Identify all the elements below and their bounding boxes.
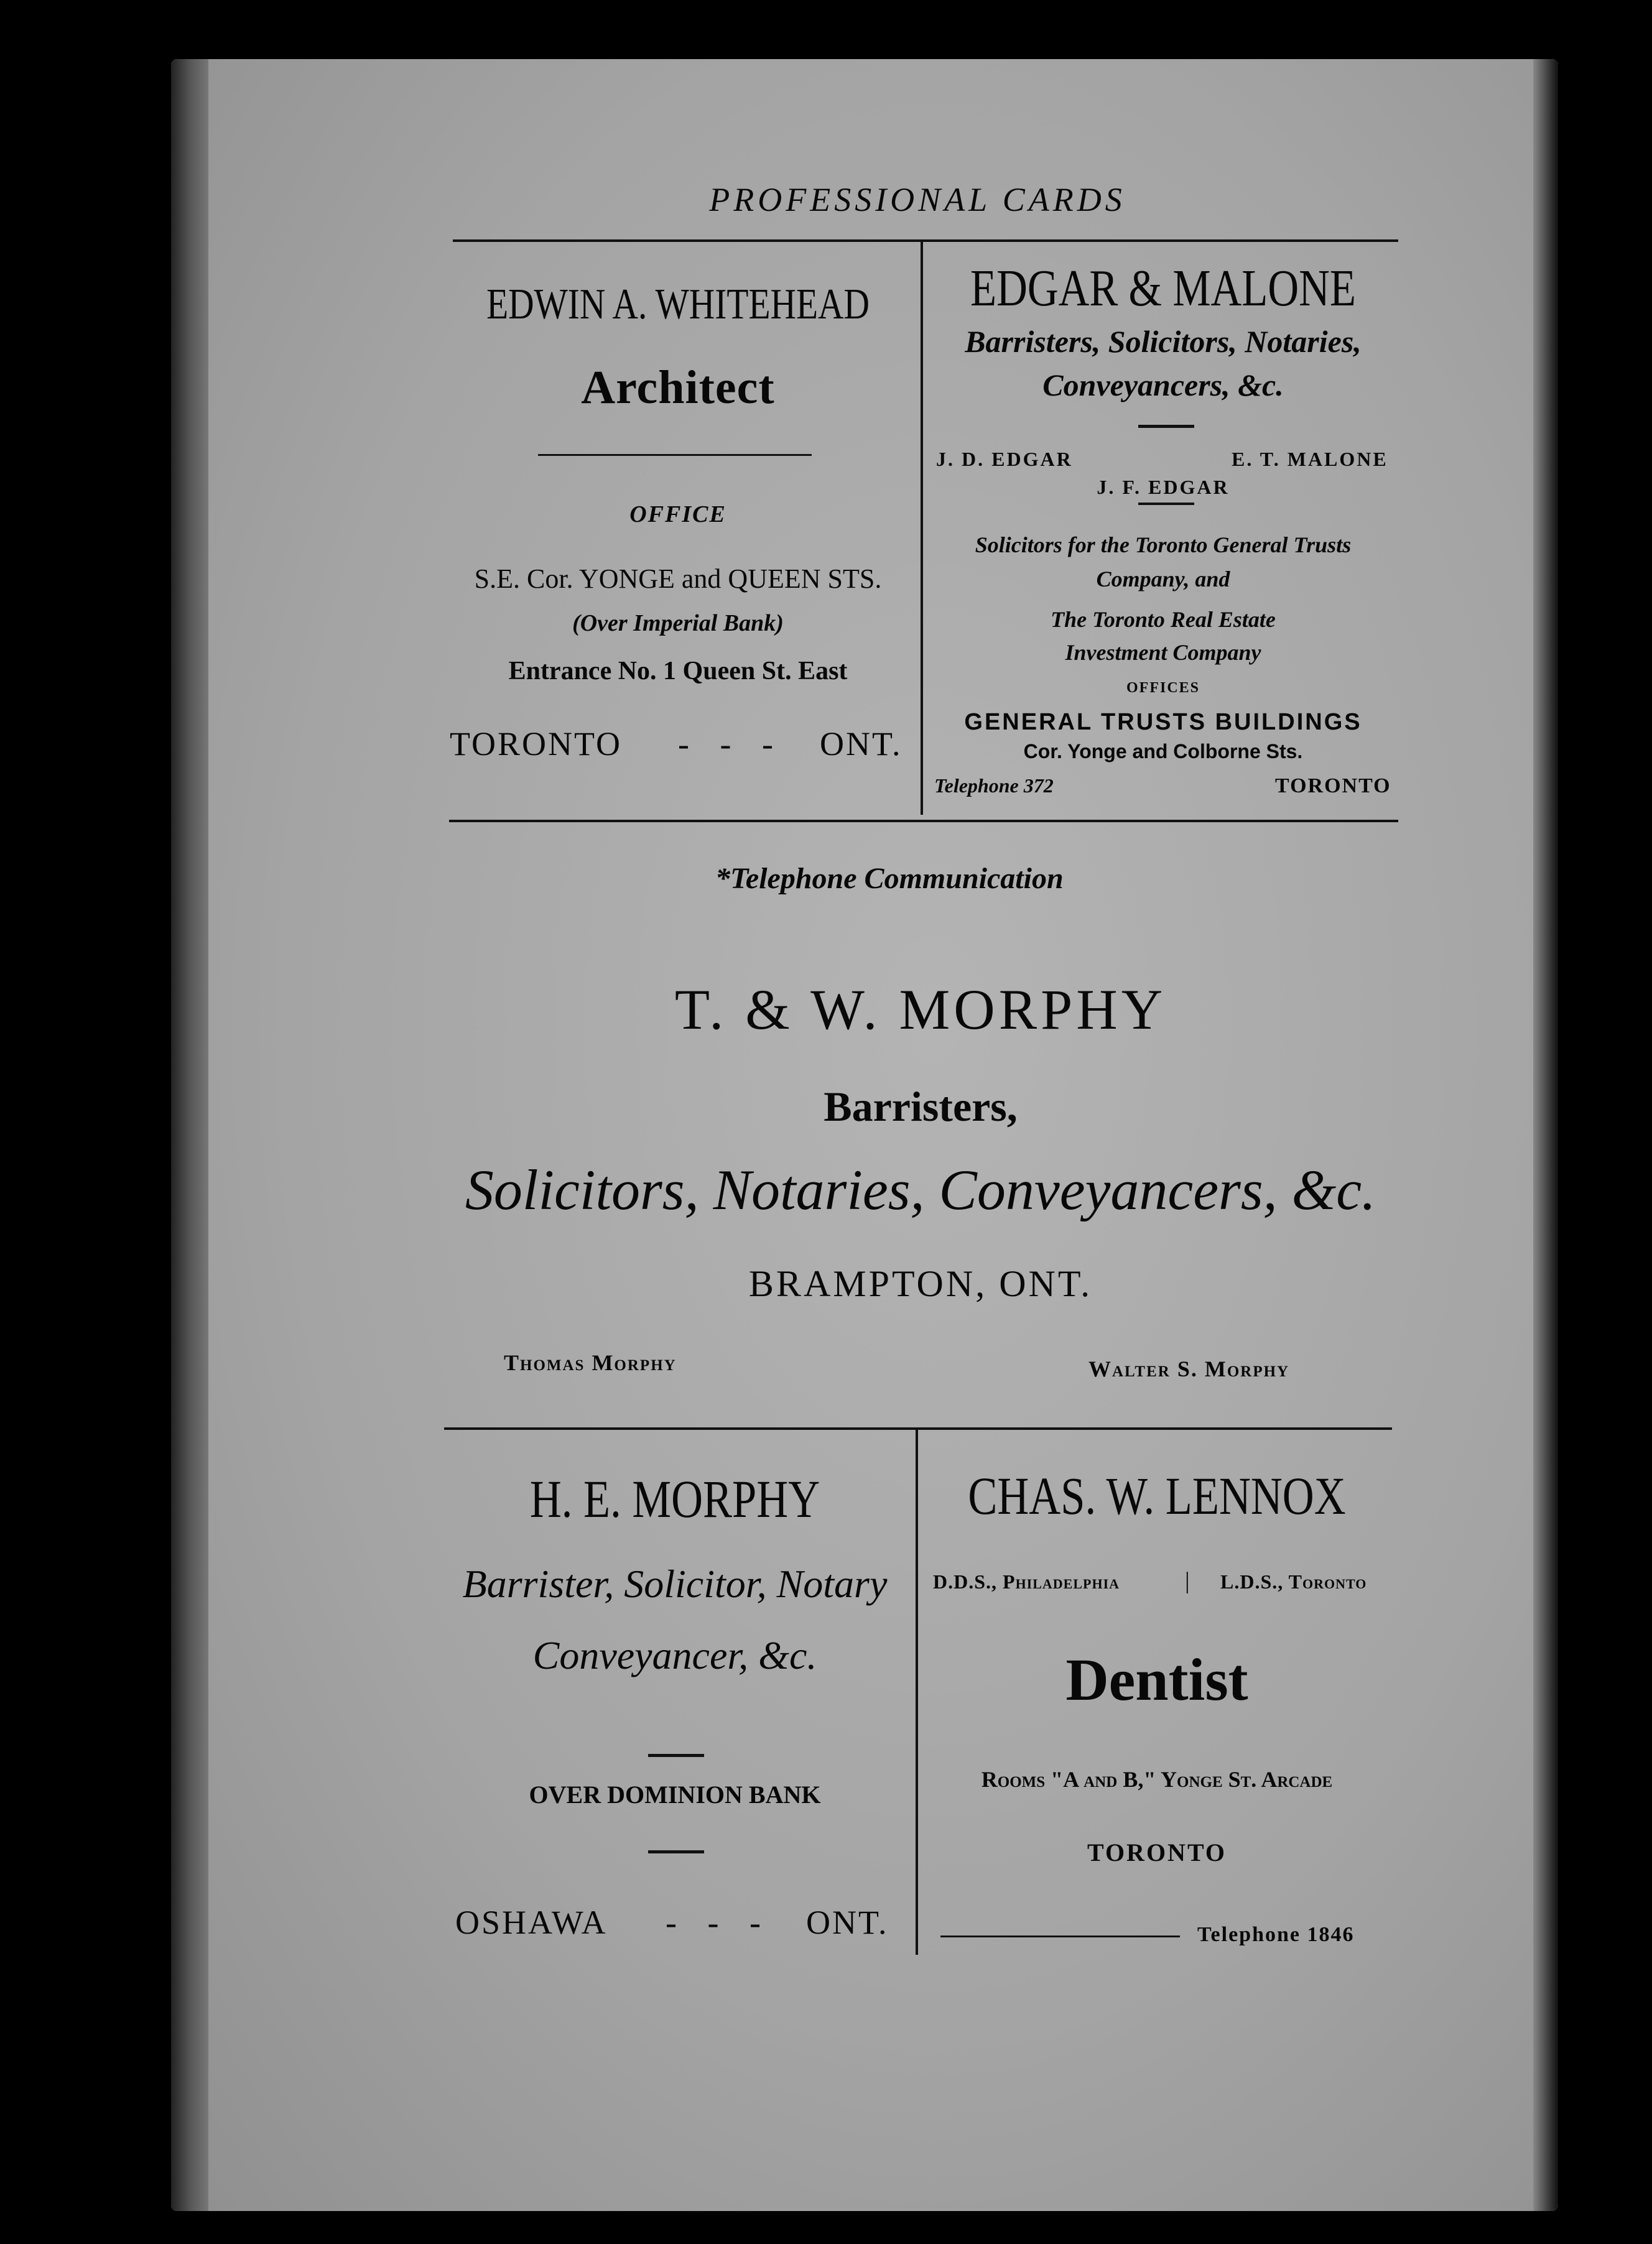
tw-morphy-city: BRAMPTON, ONT. xyxy=(748,1263,1093,1304)
whitehead-name: EDWIN A. WHITEHEAD xyxy=(486,280,870,328)
header-title: PROFESSIONAL CARDS xyxy=(709,181,1126,218)
whitehead-province: ONT. xyxy=(820,725,903,763)
edgar-malone-corner: Cor. Yonge and Colborne Sts. xyxy=(1023,740,1303,763)
tw-morphy-name: T. & W. MORPHY xyxy=(674,978,1167,1041)
he-morphy-city: OSHAWA xyxy=(455,1904,608,1941)
lennox-decorative-rule xyxy=(940,1936,1180,1937)
tw-morphy-profession1: Barristers, xyxy=(824,1083,1018,1130)
bottom-column-divider xyxy=(916,1429,918,1955)
whitehead-profession: Architect xyxy=(581,361,775,414)
tw-morphy-partner2: Walter S. Morphy xyxy=(1088,1356,1290,1381)
he-morphy-profession2: Conveyancer, &c. xyxy=(532,1633,817,1677)
edgar-malone-partner3: J. F. EDGAR xyxy=(1097,476,1230,498)
he-morphy-name: H. E. MORPHY xyxy=(529,1469,820,1529)
whitehead-dashes: - - - xyxy=(678,725,784,763)
top-rule xyxy=(453,239,1398,242)
whitehead-rule xyxy=(538,454,812,456)
edgar-malone-building: GENERAL TRUSTS BUILDINGS xyxy=(964,709,1362,735)
lennox-divider: | xyxy=(1185,1568,1190,1594)
edgar-malone-profession1: Barristers, Solicitors, Notaries, xyxy=(965,324,1362,359)
he-morphy-location: OVER DOMINION BANK xyxy=(529,1781,821,1809)
edgar-malone-solicitors2: Company, and xyxy=(1096,567,1230,591)
edgar-malone-solicitors4: Investment Company xyxy=(1065,640,1261,665)
whitehead-address1: S.E. Cor. YONGE and QUEEN STS. xyxy=(474,563,882,594)
edgar-malone-solicitors1: Solicitors for the Toronto General Trusts xyxy=(975,532,1352,557)
lennox-city: TORONTO xyxy=(1087,1838,1227,1866)
lennox-profession: Dentist xyxy=(1065,1646,1248,1713)
bottom-section-top-rule xyxy=(444,1427,1392,1430)
edgar-malone-city: TORONTO xyxy=(1275,774,1391,797)
tw-morphy-partner1: Thomas Morphy xyxy=(504,1350,677,1375)
whitehead-office-label: OFFICE xyxy=(629,501,726,527)
he-morphy-rule2 xyxy=(648,1850,704,1853)
top-column-divider xyxy=(921,241,923,815)
edgar-malone-telephone: Telephone 372 xyxy=(934,774,1054,797)
whitehead-city: TORONTO xyxy=(450,725,623,763)
edgar-malone-offices-label: OFFICES xyxy=(1126,680,1200,696)
right-binding-edge xyxy=(1533,59,1558,2211)
edgar-malone-partner2: E. T. MALONE xyxy=(1232,448,1388,470)
whitehead-address2: (Over Imperial Bank) xyxy=(572,610,784,636)
lennox-degree2: L.D.S., Toronto xyxy=(1220,1570,1367,1593)
edgar-malone-profession2: Conveyancers, &c. xyxy=(1042,368,1284,402)
lennox-telephone: Telephone 1846 xyxy=(1197,1923,1355,1946)
whitehead-entrance: Entrance No. 1 Queen St. East xyxy=(508,657,848,685)
top-section-bottom-rule xyxy=(449,820,1398,822)
he-morphy-rule1 xyxy=(648,1754,704,1757)
he-morphy-province: ONT. xyxy=(806,1904,889,1941)
left-binding-edge xyxy=(171,59,208,2211)
tw-morphy-profession2: Solicitors, Notaries, Conveyancers, &c. xyxy=(465,1158,1376,1222)
edgar-malone-rule2 xyxy=(1138,503,1194,505)
lennox-rooms: Rooms "A and B," Yonge St. Arcade xyxy=(981,1767,1333,1792)
he-morphy-dashes: - - - xyxy=(666,1904,772,1941)
he-morphy-profession1: Barrister, Solicitor, Notary xyxy=(462,1562,888,1606)
edgar-malone-partner1: J. D. EDGAR xyxy=(936,448,1073,470)
edgar-malone-name: EDGAR & MALONE xyxy=(970,259,1356,317)
edgar-malone-solicitors3: The Toronto Real Estate xyxy=(1051,607,1276,632)
lennox-degree1: D.D.S., Philadelphia xyxy=(933,1570,1120,1593)
edgar-malone-rule xyxy=(1138,425,1194,428)
telephone-note: *Telephone Communication xyxy=(715,862,1064,895)
lennox-name: CHAS. W. LENNOX xyxy=(968,1466,1346,1526)
